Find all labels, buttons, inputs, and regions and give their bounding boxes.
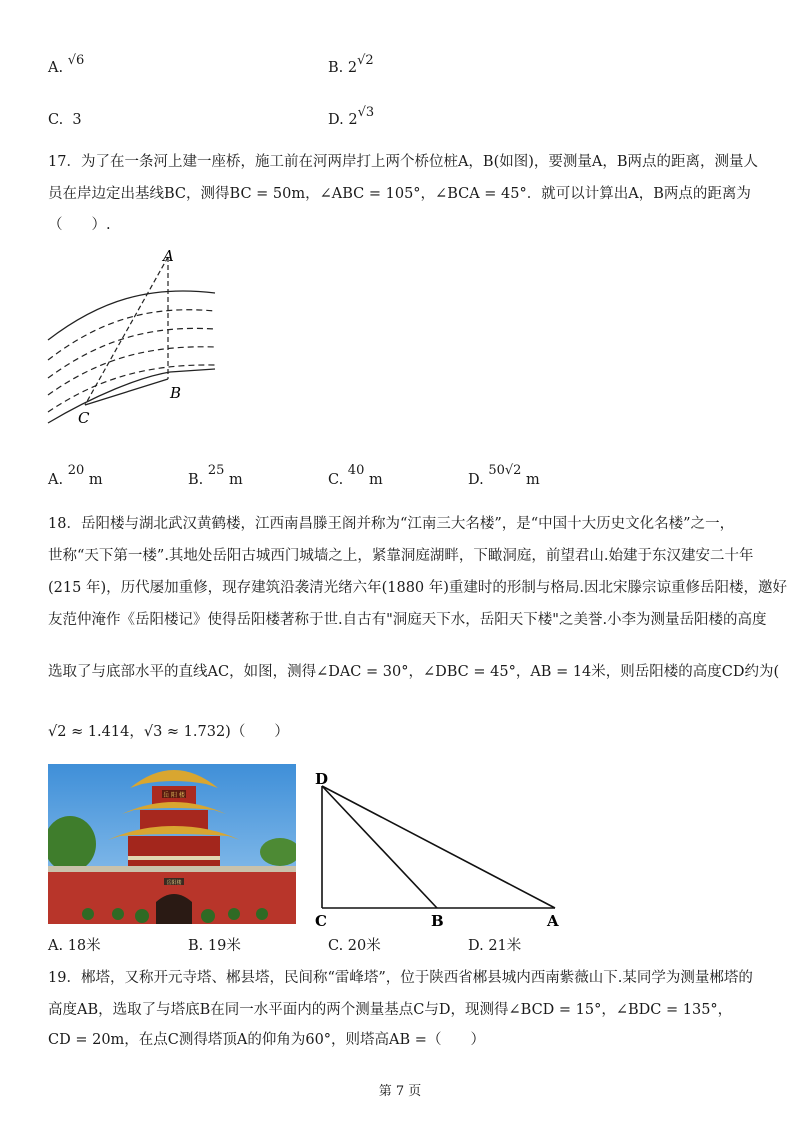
q18-option-d-label: D. [468, 938, 484, 954]
photo-plant-4 [201, 909, 215, 923]
q17-text-line-3: （ ）. [48, 217, 111, 233]
q18-label-a: A [547, 912, 559, 928]
q18-line-da [322, 786, 555, 908]
q16-option-c [48, 110, 82, 130]
q17-label-b: B [170, 384, 182, 402]
q18-option-c-label: C. [328, 938, 344, 954]
q18-option-d-value: 21米 [488, 938, 522, 954]
q16-option-a: A. √6 [48, 53, 85, 76]
photo-gate-sign-text: 岳阳楼 [166, 880, 182, 886]
q16-option-d: D. 2√3 [328, 105, 375, 128]
q18-option-c [328, 936, 381, 956]
q19-text-line-1: 19．郴塔，又称开元寺塔、郴县塔，民间称“雷峰塔”，位于陕西省郴县城内西南紫薇山下.某同学为测量郴塔的 [48, 970, 753, 986]
q17-option-d-label: D. [468, 472, 484, 488]
q17-option-b-unit: m [229, 472, 243, 488]
q17-text-line-2: 员在岸边定出基线BC，测得BC = 50m，∠ABC = 105°，∠BCA = 45°．就可以计算出A，B两点的距离为 [48, 186, 751, 202]
q17-option-c-unit: m [368, 472, 383, 488]
q18-text-line-3: (215 年)，历代屡加重修，现存建筑沿袭清光绪六年(1880 年)重建时的形制与格局.因北宋滕宗谅重修岳阳楼，邀好 [48, 580, 788, 596]
q18-option-a-label: A. [48, 938, 64, 954]
q17-text-line-1: 17．为了在一条河上建一座桥，施工前在河两岸打上两个桥位桩A，B(如图)，要测量A，B两点的距离，测量人 [48, 154, 759, 170]
photo-plant-1 [82, 908, 94, 920]
q18-text-line-1: 18．岳阳楼与湖北武汉黄鹤楼，江西南昌滕王阁并称为“江南三大名楼”，是“中国十大历史文化名楼”之一， [48, 516, 735, 532]
q16-option-c-value: 3 [72, 112, 82, 128]
q16-option-d-coef: 2 [348, 112, 358, 128]
q18-label-c: C [315, 912, 327, 928]
q17-option-a-unit: m [88, 472, 103, 488]
photo-plant-5 [228, 908, 240, 920]
q16-option-a-label: A. [48, 60, 64, 76]
q18-option-d [468, 936, 521, 956]
q17-river-bank-top [48, 291, 215, 340]
q18-text-line-2: 世称“天下第一楼”.其地处岳阳古城西门城墙之上，紧靠洞庭湖畔，下瞰洞庭，前望君山.始建于东汉建安二十年 [48, 548, 754, 564]
q18-line-db [322, 786, 437, 908]
photo-gate [156, 894, 192, 924]
q18-option-b-label: B. [188, 938, 204, 954]
yueyang-tower-photo [48, 764, 296, 924]
q17-option-c-value: 40 [347, 463, 365, 478]
photo-plaque-text: 岳 阳 楼 [163, 792, 185, 799]
q17-option-d [468, 463, 540, 491]
q18-text-line-4: 友范仲淹作《岳阳楼记》使得岳阳楼著称于世.自古有"洞庭天下水，岳阳天下楼"之美誉.小李为测量岳阳楼的高度 [48, 612, 767, 628]
q17-river-figure [40, 245, 230, 430]
q17-river-dash-1 [48, 310, 215, 360]
q17-option-a [48, 463, 103, 491]
q16-option-b-rad: 2 [365, 53, 374, 68]
q17-option-d-unit: m [526, 472, 540, 488]
q16-option-d-rad: 3 [365, 105, 375, 120]
q16-option-b-label: B. [328, 60, 344, 76]
q17-option-b-value: 25 [207, 463, 225, 478]
q18-label-d: D [315, 770, 329, 788]
q16-option-d-label: D. [328, 112, 344, 128]
q17-option-a-label: A. [48, 472, 64, 488]
q18-option-b [188, 936, 241, 956]
photo-plant-2 [112, 908, 124, 920]
q17-river-dash-4 [48, 365, 215, 412]
q17-option-d-value: 50√2 [488, 463, 522, 478]
q16-option-b: B. 2√2 [328, 53, 374, 76]
q17-river-bank-bottom [48, 369, 215, 423]
photo-railing [128, 856, 220, 860]
q16-option-c-label: C. [48, 112, 64, 128]
q18-option-a-value: 18米 [67, 938, 101, 954]
q16-option-a-value: 6 [76, 53, 85, 68]
q17-label-c: C [78, 409, 90, 427]
q18-label-b: B [431, 912, 444, 928]
q18-option-b-value: 19米 [207, 938, 241, 954]
page-number: 第 7 页 [378, 1084, 422, 1099]
q17-option-b [188, 463, 243, 491]
photo-wall-top [48, 866, 296, 872]
q17-option-c [328, 463, 383, 491]
q17-option-a-value: 20 [67, 463, 85, 478]
q19-text-line-3: CD = 20m，在点C测得塔顶A的仰角为60°，则塔高AB =（ ） [48, 1032, 485, 1048]
q19-text-line-2: 高度AB，选取了与塔底B在同一水平面内的两个测量基点C与D，现测得∠BCD = 15°，∠BDC = 135°， [48, 1002, 733, 1018]
photo-tower-lower [128, 836, 220, 866]
q18-triangle-figure [305, 768, 570, 928]
q17-option-b-label: B. [188, 472, 204, 488]
q18-option-c-value: 20米 [347, 938, 381, 954]
q18-text-line-5: 选取了与底部水平的直线AC，如图，测得∠DAC = 30°，∠DBC = 45°，AB = 14米，则岳阳楼的高度CD约为( [48, 664, 780, 680]
q17-label-a: A [163, 247, 174, 265]
q17-option-c-label: C. [328, 472, 344, 488]
photo-plant-3 [135, 909, 149, 923]
q16-option-b-coef: 2 [347, 60, 358, 76]
photo-plant-6 [256, 908, 268, 920]
q18-text-line-6: √2 ≈ 1.414，√3 ≈ 1.732)（ ） [48, 724, 289, 740]
q18-option-a [48, 936, 101, 956]
